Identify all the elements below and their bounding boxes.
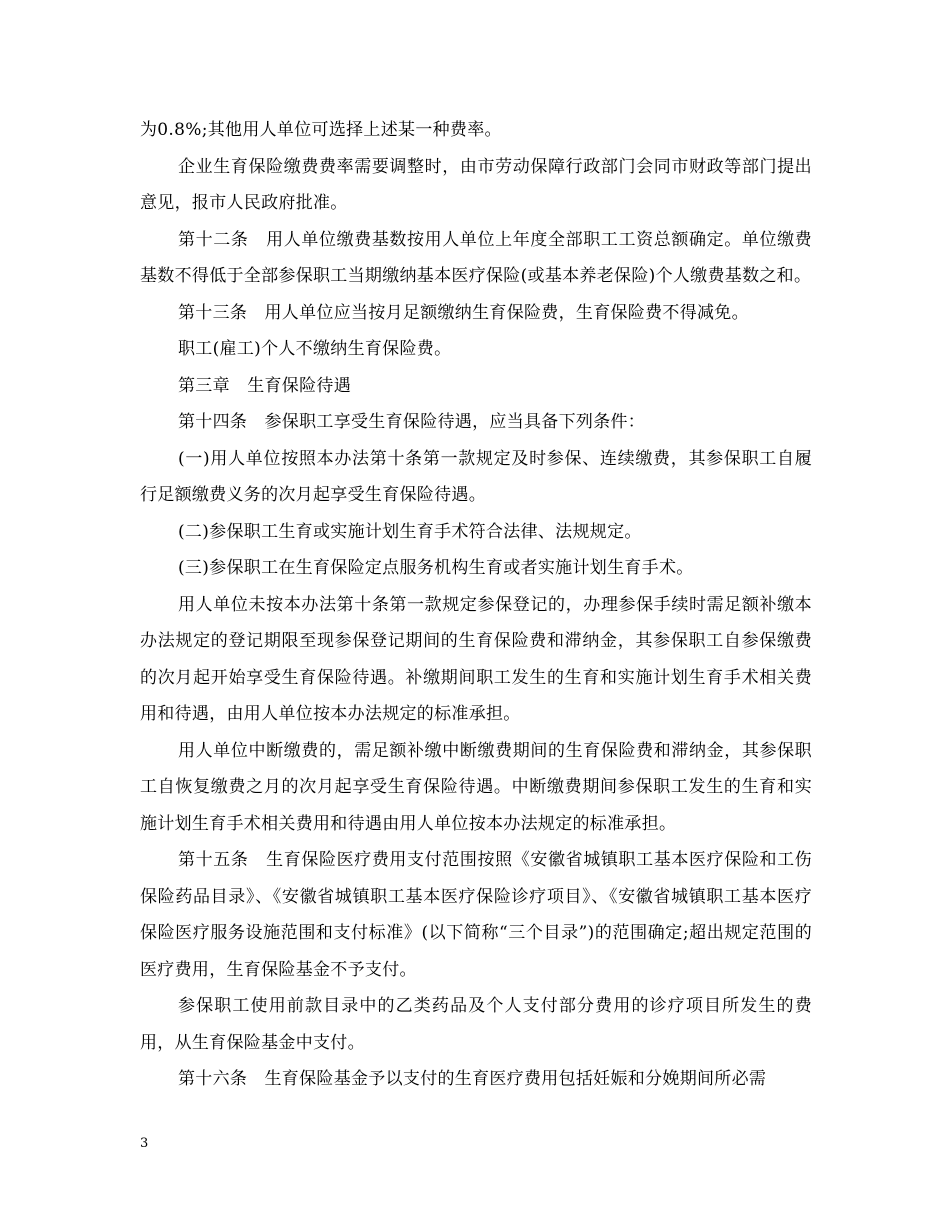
paragraph: 企业生育保险缴费费率需要调整时，由市劳动保障行政部门会同市财政等部门提出意见，报市人民政府批准。 <box>140 156 812 213</box>
paragraph: (一)用人单位按照本办法第十条第一款规定及时参保、连续缴费，其参保职工自履行足额缴费义务的次月起享受生育保险待遇。 <box>140 448 812 505</box>
paragraph: (二)参保职工生育或实施计划生育手术符合法律、法规规定。 <box>178 521 642 542</box>
paragraph: 第十四条 参保职工享受生育保险待遇，应当具备下列条件： <box>178 412 646 432</box>
paragraph: 为0.8%;其他用人单位可选择上述某一种费率。 <box>140 120 502 140</box>
paragraph: 第十三条 用人单位应当按月足额缴纳生育保险费，生育保险费不得减免。 <box>178 302 749 323</box>
paragraph: 第十六条 生育保险基金予以支付的生育医疗费用包括妊娠和分娩期间所必需 <box>178 1069 767 1089</box>
paragraph: (三)参保职工在生育保险定点服务机构生育或者实施计划生育手术。 <box>178 558 694 578</box>
paragraph: 第十二条 用人单位缴费基数按用人单位上年度全部职工工资总额确定。单位缴费基数不得低于全部参保职工当期缴纳基本医疗保险(或基本养老保险)个人缴费基数之和。 <box>140 229 812 286</box>
paragraph: 第三章 生育保险待遇 <box>178 375 351 396</box>
paragraph: 用人单位未按本办法第十条第一款规定参保登记的，办理参保手续时需足额补缴本办法规定的登记期限至现参保登记期间的生育保险费和滞纳金，其参保职工自参保缴费的次月起开始享受生育保险待遇。补缴期间职工发生的生育和实施计划生育手术相关费用和待遇，由用人单位按本办法规定的标准承担。 <box>140 594 812 724</box>
document-body <box>140 112 812 1098</box>
paragraph: 参保职工使用前款目录中的乙类药品及个人支付部分费用的诊疗项目所发生的费用，从生育保险基金中支付。 <box>140 996 812 1053</box>
paragraph: 用人单位中断缴费的，需足额补缴中断缴费期间的生育保险费和滞纳金，其参保职工自恢复缴费之月的次月起享受生育保险待遇。中断缴费期间参保职工发生的生育和实施计划生育手术相关费用和待遇由用人单位按本办法规定的标准承担。 <box>140 740 812 834</box>
page-number: 3 <box>140 1136 149 1151</box>
paragraph: 职工(雇工)个人不缴纳生育保险费。 <box>178 339 452 359</box>
paragraph: 第十五条 生育保险医疗费用支付范围按照《安徽省城镇职工基本医疗保险和工伤保险药品目录》、《安徽省城镇职工基本医疗保险诊疗项目》、《安徽省城镇职工基本医疗保险医疗服务设施范围和支付标准》(以下简称“三个目录”)的范围确定;超出规定范围的医疗费用，生育保险基金不予支付。 <box>140 850 813 980</box>
